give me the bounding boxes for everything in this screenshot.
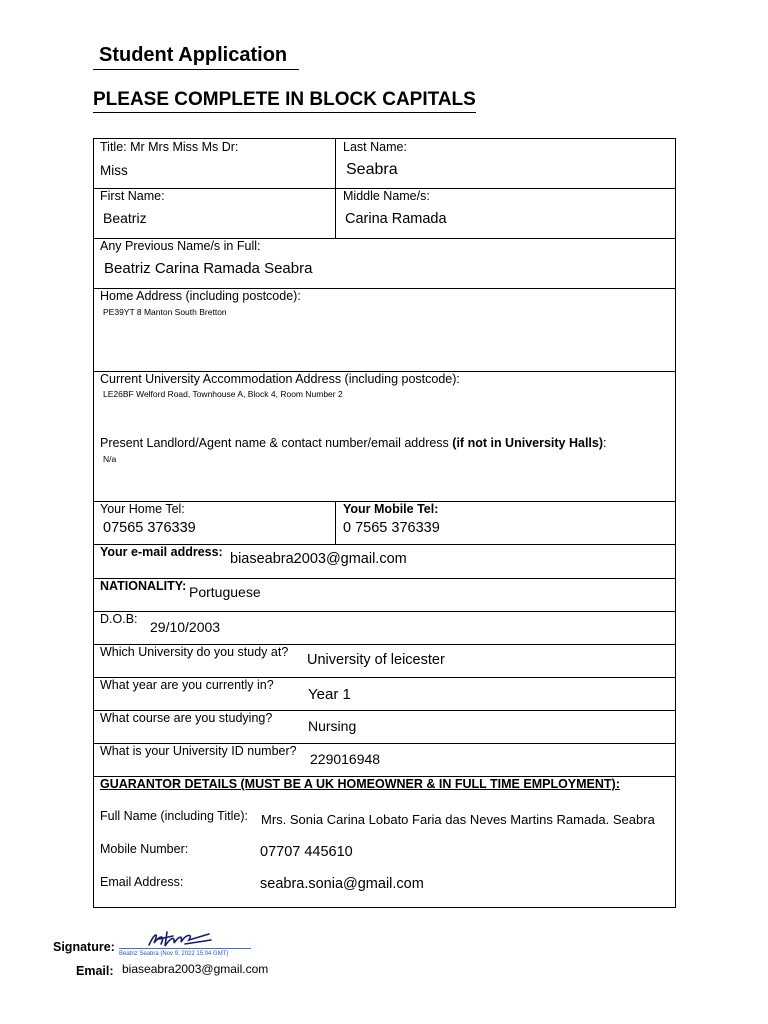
nationality-cell [94,579,675,612]
last-name-label: Last Name: [343,140,407,154]
email-value[interactable]: biaseabra2003@gmail.com [230,551,407,567]
title-cell [94,139,336,189]
university-id-cell [94,744,675,777]
nationality-value[interactable]: Portuguese [189,584,261,600]
document-subtitle: PLEASE COMPLETE IN BLOCK CAPITALS [93,89,476,113]
home-tel-label: Your Home Tel: [100,502,185,516]
year-cell [94,678,675,711]
last-name-cell [336,139,675,189]
document-title: Student Application [93,44,299,70]
nationality-label: NATIONALITY: [100,579,187,593]
home-address-value[interactable]: PE39YT 8 Manton South Bretton [103,307,227,317]
guarantor-email-value[interactable]: seabra.sonia@gmail.com [260,876,424,892]
dob-cell [94,612,675,645]
university-address-value[interactable]: LE26BF Welford Road, Townhouse A, Block 4, Room Number 2 [103,389,343,399]
title-label: Title: Mr Mrs Miss Ms Dr: [100,140,239,154]
landlord-label-colon: : [603,436,607,450]
first-name-label: First Name: [100,189,165,203]
previous-names-cell [94,239,675,289]
email-label: Your e-mail address: [100,545,223,559]
year-label: What year are you currently in? [100,678,274,692]
university-id-value[interactable]: 229016948 [310,751,381,767]
previous-names-value[interactable]: Beatriz Carina Ramada Seabra [104,260,313,277]
signature-email-value: biaseabra2003@gmail.com [122,962,269,976]
handwritten-signature [145,928,215,950]
signature-line [119,948,251,949]
mobile-tel-value[interactable]: 0 7565 376339 [343,520,440,536]
title-value[interactable]: Miss [100,163,128,178]
course-value[interactable]: Nursing [308,718,357,734]
landlord-label-text: Present Landlord/Agent name & contact number/email address [100,436,453,450]
university-id-label: What is your University ID number? [100,744,297,758]
first-name-value[interactable]: Beatriz [103,210,147,226]
application-form [93,138,676,908]
middle-name-value[interactable]: Carina Ramada [345,211,447,227]
mobile-tel-label: Your Mobile Tel: [343,502,439,516]
middle-name-label: Middle Name/s: [343,189,430,203]
university-address-label: Current University Accommodation Address (including postcode): [100,372,460,386]
signature-label: Signature: [53,940,115,954]
university-cell [94,645,675,678]
university-label: Which University do you study at? [100,645,289,659]
guarantor-mobile-value[interactable]: 07707 445610 [260,844,353,860]
university-address-cell [94,372,675,502]
landlord-label-note: (if not in University Halls) [452,436,604,450]
home-tel-value[interactable]: 07565 376339 [103,520,196,536]
course-label: What course are you studying? [100,711,273,725]
signature-caption: Beatriz Seabra (Nov 9, 2022 15:04 GMT) [119,951,229,957]
previous-names-label: Any Previous Name/s in Full: [100,239,261,253]
middle-name-cell [336,189,675,239]
year-value[interactable]: Year 1 [308,686,351,703]
home-address-label: Home Address (including postcode): [100,289,301,303]
guarantor-full-name-value[interactable]: Mrs. Sonia Carina Lobato Faria das Neves Martins Ramada. Seabra [261,812,655,827]
guarantor-email-label: Email Address: [100,875,184,889]
guarantor-full-name-label: Full Name (including Title): [100,809,248,823]
guarantor-mobile-label: Mobile Number: [100,842,189,856]
dob-value[interactable]: 29/10/2003 [150,619,221,635]
university-value[interactable]: University of leicester [307,652,445,668]
signature-email-label: Email: [76,964,114,978]
home-address-cell [94,289,675,372]
landlord-value[interactable]: N/a [103,454,117,464]
last-name-value[interactable]: Seabra [346,161,398,178]
guarantor-heading: GUARANTOR DETAILS (MUST BE A UK HOMEOWNER & IN FULL TIME EMPLOYMENT): [100,777,620,791]
course-cell [94,711,675,744]
home-tel-cell [94,502,336,545]
guarantor-section [94,777,675,907]
email-cell [94,545,675,579]
mobile-tel-cell [336,502,675,545]
landlord-label [100,436,607,450]
dob-label: D.O.B: [100,612,138,626]
first-name-cell [94,189,336,239]
